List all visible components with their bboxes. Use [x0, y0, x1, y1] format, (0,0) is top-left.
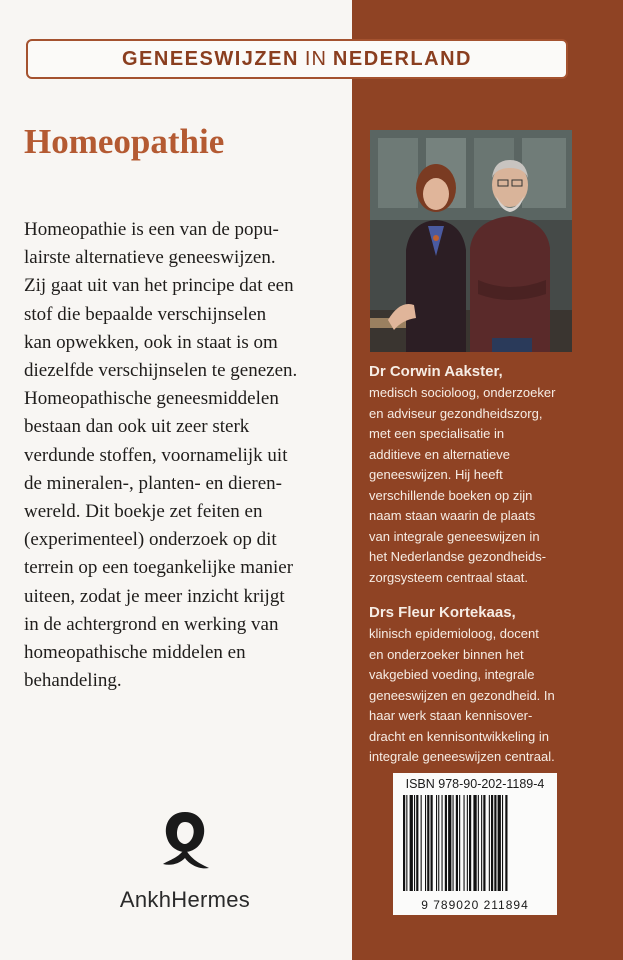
- barcode-bar: [438, 795, 439, 891]
- series-word-3: NEDERLAND: [332, 47, 472, 70]
- author-2-bio: [369, 624, 607, 768]
- author-1-name: Dr Corwin Aakster,: [369, 363, 503, 380]
- barcode-bar: [467, 795, 468, 891]
- intro-text: [24, 216, 334, 695]
- barcode-bar: [494, 795, 496, 891]
- author-1-bio-line: medisch socioloog, onderzoeker: [369, 385, 556, 400]
- intro-line: kan opwekken, ook in staat is om: [24, 331, 278, 353]
- barcode-bar: [489, 795, 490, 891]
- intro-line: uiteen, zodat je meer inzicht krijgt: [24, 585, 285, 607]
- barcode-bar: [473, 795, 476, 891]
- author-1-bio-line: geneeswijzen. Hij heeft: [369, 467, 503, 482]
- barcode-bar: [491, 795, 493, 891]
- barcode-icon: [399, 795, 549, 891]
- barcode-bar: [427, 795, 429, 891]
- publisher-logo: [110, 808, 260, 913]
- author-2-bio-line: klinisch epidemioloog, docent: [369, 626, 539, 641]
- ankh-logo-icon: [155, 808, 215, 876]
- barcode-bar: [502, 795, 503, 891]
- barcode-bar: [448, 795, 451, 891]
- book-title: Homeopathie: [24, 122, 225, 161]
- barcode-bar: [414, 795, 415, 891]
- author-2-bio-line: geneeswijzen en gezondheid. In: [369, 687, 555, 703]
- author-1-bio-line: met een specialisatie in: [369, 426, 505, 441]
- barcode-bar: [464, 795, 465, 891]
- barcode-bar: [483, 795, 485, 891]
- intro-line: Homeopathie is een van de popu-: [24, 219, 279, 240]
- barcode-bar: [416, 795, 418, 891]
- author-1-bio-line: het Nederlandse gezondheids-: [369, 549, 547, 564]
- barcode-bar: [431, 795, 433, 891]
- intro-line: in de achtergrond en werking van: [24, 613, 279, 635]
- author-1-bio-line: additieve en alternatieve: [369, 446, 510, 462]
- author-2-bio-line: vakgebied voeding, integrale: [369, 667, 535, 682]
- intro-line: diezelfde verschijnselen te genezen.: [24, 360, 298, 382]
- intro-line: behandeling.: [24, 670, 122, 692]
- intro-line: stof die bepaalde verschijnselen: [24, 303, 267, 325]
- barcode-bar: [481, 795, 482, 891]
- barcode-bar: [442, 795, 443, 891]
- intro-line: Homeopathische geneesmiddelen: [24, 388, 279, 410]
- author-1-bio-line: van integrale geneeswijzen in: [369, 528, 540, 544]
- intro-line: lairste alternatieve geneeswijzen.: [24, 247, 276, 269]
- author-1-bio-line: zorgsysteem centraal staat.: [369, 569, 528, 585]
- author-1-bio-line: naam staan waarin de plaats: [369, 508, 536, 523]
- publisher-name: AnkhHermes: [119, 887, 251, 912]
- barcode-bar: [445, 795, 447, 891]
- intro-line: verdunde stoffen, voornamelijk uit: [24, 444, 288, 466]
- barcode-bar: [498, 795, 501, 891]
- series-word-2: IN: [304, 47, 327, 70]
- author-2-bio-line: haar werk staan kennisover-: [369, 708, 533, 723]
- intro-line: bestaan dan ook uit zeer sterk: [24, 416, 250, 438]
- intro-line: terrein op een toegankelijke manier: [24, 557, 294, 579]
- author-2-name: Drs Fleur Kortekaas,: [369, 604, 516, 621]
- author-1-bio-line: verschillende boeken op zijn: [369, 487, 533, 503]
- intro-line: de mineralen-, planten- en dieren-: [24, 472, 282, 494]
- barcode-bar: [425, 795, 426, 891]
- author-1-bio-line: en adviseur gezondheidszorg,: [369, 405, 543, 421]
- barcode-bar: [410, 795, 413, 891]
- barcode-bar: [456, 795, 458, 891]
- barcode-box: [393, 773, 557, 915]
- barcode-bar: [421, 795, 422, 891]
- barcode-bar: [469, 795, 471, 891]
- barcode-bar: [436, 795, 437, 891]
- author-1-bio: [369, 383, 607, 588]
- barcode-bar: [459, 795, 460, 891]
- barcode-bar: [403, 795, 405, 891]
- authors-photo-illustration: [370, 130, 572, 352]
- barcode-bar: [505, 795, 507, 891]
- authors-photo: [370, 130, 572, 352]
- barcode-digits: 9 789020 211894: [421, 898, 529, 912]
- intro-line: homeopathische middelen en: [24, 642, 246, 664]
- intro-line: (experimenteel) onderzoek op dit: [24, 529, 277, 551]
- barcode-bar: [478, 795, 479, 891]
- isbn-label: ISBN 978-90-202-1189-4: [405, 777, 545, 791]
- barcode-bar: [406, 795, 407, 891]
- series-banner: [26, 39, 568, 79]
- author-2-bio-line: en onderzoeker binnen het: [369, 646, 524, 662]
- author-bios: [369, 361, 607, 782]
- author-2-bio-line: dracht en kennisontwikkeling in: [369, 728, 549, 744]
- barcode-bar: [453, 795, 454, 891]
- intro-line: Zij gaat uit van het principe dat een: [24, 275, 294, 297]
- intro-line: wereld. Dit boekje zet feiten en: [24, 501, 263, 523]
- series-word-1: GENEESWIJZEN: [122, 47, 299, 70]
- author-2-bio-line: integrale geneeswijzen centraal.: [369, 749, 555, 764]
